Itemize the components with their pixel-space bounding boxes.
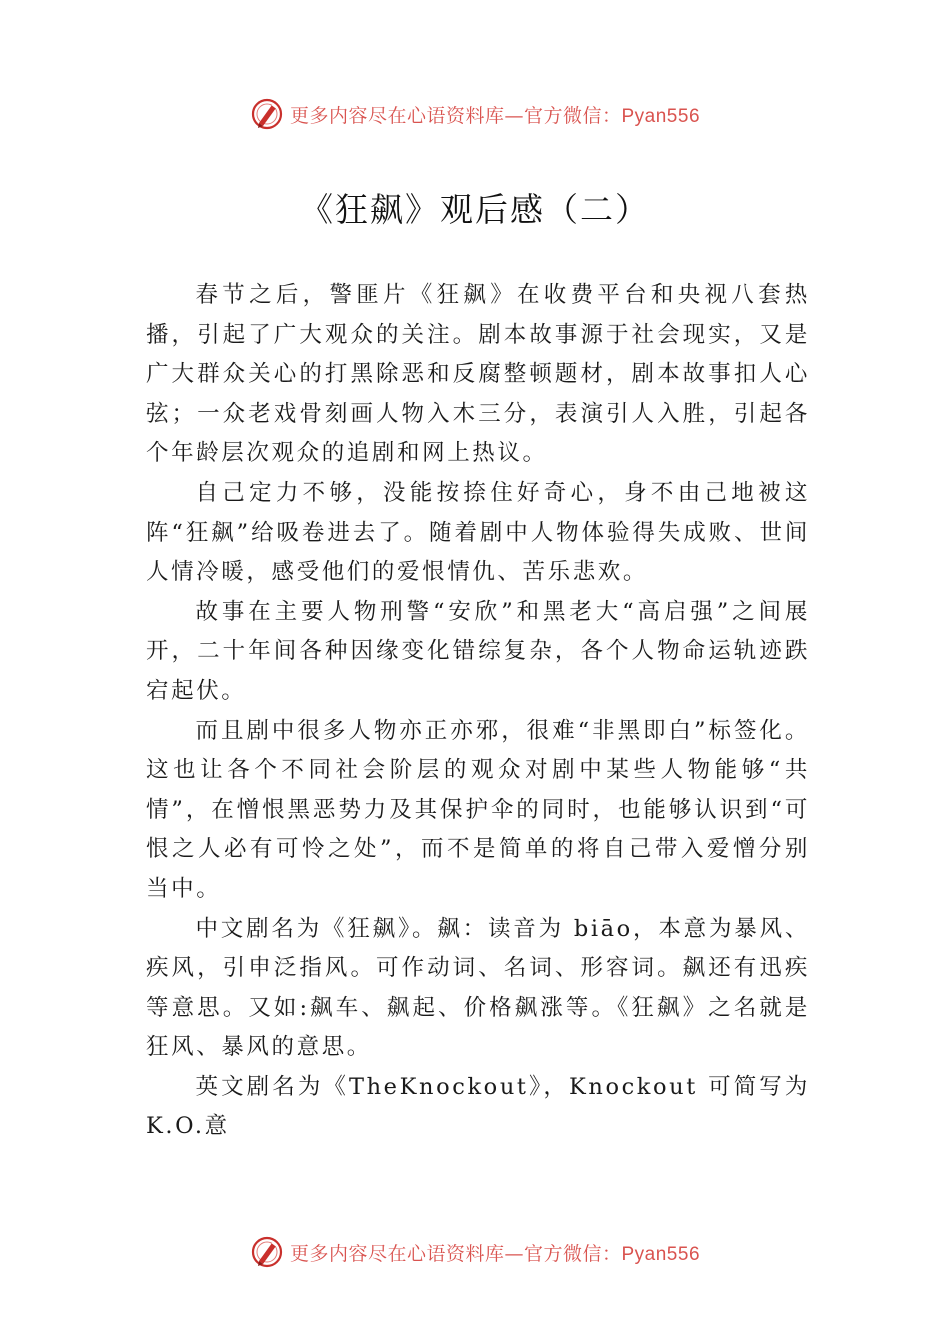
footer-banner: [0, 1232, 950, 1272]
banner-label: 更多内容尽在心语资料库—官方微信：: [289, 104, 622, 127]
paragraph: 自己定力不够，没能按捺住好奇心，身不由己地被这阵“狂飙”给吸卷进去了。随着剧中人物体验得失成败、世间人情冷暖，感受他们的爱恨情仇、苦乐悲欢。: [146, 479, 810, 586]
document-body: [146, 276, 810, 1147]
banner-text: [290, 1239, 700, 1266]
paragraph: 中文剧名为《狂飙》。飙：读音为 biāo，本意为暴风、疾风，引申泛指风。可作动词、名词、形容词。飙还有迅疾等意思。又如:飙车、飙起、价格飙涨等。《狂飙》之名就是狂风、暴风的意思。: [146, 915, 810, 1061]
paragraph: 而且剧中很多人物亦正亦邪，很难“非黑即白”标签化。这也让各个不同社会阶层的观众对剧中某些人物能够“共情”，在憎恨黑恶势力及其保护伞的同时，也能够认识到“可恨之人必有可怜之处”，而不是简单的将自己带入爱憎分别当中。: [146, 717, 810, 902]
wechat-id: Pyan556: [621, 105, 701, 127]
banner-text: [290, 101, 700, 128]
paragraph: 春节之后，警匪片《狂飙》在收费平台和央视八套热播，引起了广大观众的关注。剧本故事源于社会现实，又是广大群众关心的打黑除恶和反腐整顿题材，剧本故事扣人心弦；一众老戏骨刻画人物入木三分，表演引人入胜，引起各个年龄层次观众的追剧和网上热议。: [146, 282, 810, 467]
banner-label: 更多内容尽在心语资料库—官方微信：: [289, 1242, 622, 1265]
wechat-id: Pyan556: [621, 1243, 701, 1265]
page-title: 《狂飙》观后感（二）: [300, 190, 650, 229]
paragraph: 英文剧名为《TheKnockout》，Knockout 可简写为 K.O.意: [146, 1073, 810, 1140]
paragraph: 故事在主要人物刑警“安欣”和黑老大“高启强”之间展开，二十年间各种因缘变化错综复杂，各个人物命运轨迹跌宕起伏。: [146, 598, 810, 704]
pen-nib-logo-icon: [250, 97, 284, 131]
header-banner: [0, 94, 950, 134]
pen-nib-logo-icon: [250, 1235, 284, 1269]
